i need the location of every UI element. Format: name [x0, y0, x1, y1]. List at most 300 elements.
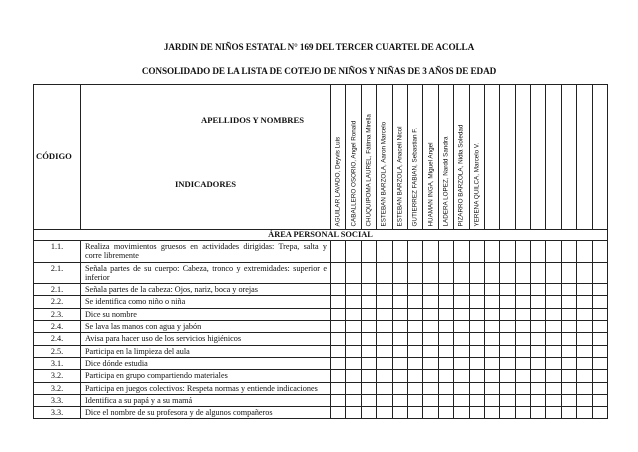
check-cell[interactable] [361, 407, 376, 419]
check-cell[interactable] [361, 394, 376, 406]
check-cell[interactable] [438, 308, 453, 320]
check-cell[interactable] [407, 284, 422, 296]
check-cell[interactable] [361, 370, 376, 382]
indicator-text: Señala partes de la cabeza: Ojos, nariz, boca y orejas [81, 284, 331, 296]
student-name: GUTIERREZ FABIAN, Sebastian F. [411, 127, 419, 227]
check-cell[interactable] [346, 296, 361, 308]
check-cell[interactable] [438, 382, 453, 394]
check-cell[interactable] [361, 345, 376, 357]
check-cell[interactable] [500, 357, 515, 369]
check-cell[interactable] [454, 284, 469, 296]
student-name: CABALLERO OSORIO, Angel Ronald [350, 120, 358, 227]
check-cell[interactable] [423, 333, 438, 345]
indicator-row [34, 357, 608, 369]
check-cell[interactable] [361, 308, 376, 320]
check-cell[interactable] [377, 345, 392, 357]
indicator-row [34, 284, 608, 296]
check-cell[interactable] [438, 321, 453, 333]
check-cell[interactable] [407, 382, 422, 394]
check-cell[interactable] [346, 262, 361, 284]
check-cell[interactable] [361, 321, 376, 333]
check-cell[interactable] [423, 357, 438, 369]
check-cell[interactable] [346, 407, 361, 419]
check-cell[interactable] [361, 333, 376, 345]
check-cell[interactable] [331, 370, 346, 382]
check-cell[interactable] [592, 407, 607, 419]
student-name: LADERA LOPEZ, Nardd Sandra [442, 136, 450, 227]
check-cell[interactable] [331, 321, 346, 333]
check-cell[interactable] [546, 308, 561, 320]
check-cell[interactable] [561, 370, 576, 382]
check-cell[interactable] [423, 262, 438, 284]
check-cell[interactable] [423, 370, 438, 382]
check-cell[interactable] [423, 296, 438, 308]
student-name-column [331, 85, 346, 230]
check-cell[interactable] [438, 241, 453, 263]
check-cell[interactable] [561, 262, 576, 284]
codigo-header: CÓDIGO [34, 85, 81, 230]
check-cell[interactable] [454, 370, 469, 382]
check-cell[interactable] [331, 241, 346, 263]
check-cell[interactable] [423, 321, 438, 333]
indicator-text: Se lava las manos con agua y jabón [81, 321, 331, 333]
check-cell[interactable] [346, 333, 361, 345]
check-cell[interactable] [546, 407, 561, 419]
check-cell[interactable] [500, 296, 515, 308]
check-cell[interactable] [546, 333, 561, 345]
check-cell[interactable] [407, 345, 422, 357]
indicator-text: Avisa para hacer uso de los servicios higiénicos [81, 333, 331, 345]
check-cell[interactable] [484, 407, 499, 419]
check-cell[interactable] [561, 357, 576, 369]
check-cell[interactable] [531, 308, 546, 320]
check-cell[interactable] [577, 382, 592, 394]
document-title: JARDIN DE NIÑOS ESTATAL N° 169 DEL TERCER CUARTEL DE ACOLLA [163, 42, 475, 52]
check-cell[interactable] [361, 262, 376, 284]
check-cell[interactable] [377, 407, 392, 419]
check-cell[interactable] [561, 241, 576, 263]
check-cell[interactable] [469, 345, 484, 357]
check-cell[interactable] [361, 357, 376, 369]
check-cell[interactable] [331, 394, 346, 406]
indicator-row [34, 296, 608, 308]
check-cell[interactable] [346, 345, 361, 357]
check-cell[interactable] [561, 345, 576, 357]
check-cell[interactable] [561, 394, 576, 406]
check-cell[interactable] [561, 321, 576, 333]
indicator-code: 3.3. [34, 407, 81, 419]
student-name: ESTEBAN BARZOLA, Aaron Marcelo [380, 121, 388, 227]
indicator-row [34, 308, 608, 320]
check-cell[interactable] [392, 345, 407, 357]
check-cell[interactable] [561, 333, 576, 345]
check-cell[interactable] [500, 308, 515, 320]
check-cell[interactable] [346, 321, 361, 333]
check-cell[interactable] [377, 262, 392, 284]
check-cell[interactable] [331, 345, 346, 357]
check-cell[interactable] [361, 284, 376, 296]
check-cell[interactable] [423, 394, 438, 406]
check-cell[interactable] [561, 382, 576, 394]
check-cell[interactable] [577, 370, 592, 382]
check-cell[interactable] [531, 382, 546, 394]
check-cell[interactable] [592, 357, 607, 369]
check-cell[interactable] [592, 262, 607, 284]
check-cell[interactable] [361, 382, 376, 394]
check-cell[interactable] [346, 284, 361, 296]
indicator-text: Participa en juegos colectivos: Respeta normas y entiende indicaciones [81, 382, 331, 394]
check-cell[interactable] [469, 370, 484, 382]
check-cell[interactable] [407, 333, 422, 345]
indicator-code: 2.5. [34, 345, 81, 357]
check-cell[interactable] [438, 262, 453, 284]
check-cell[interactable] [361, 296, 376, 308]
indicator-row [34, 382, 608, 394]
check-cell[interactable] [377, 357, 392, 369]
check-cell[interactable] [484, 333, 499, 345]
indicator-code: 2.2. [34, 296, 81, 308]
indicator-code: 2.4. [34, 321, 81, 333]
check-cell[interactable] [423, 308, 438, 320]
student-name-column [484, 85, 499, 230]
check-cell[interactable] [484, 394, 499, 406]
indicator-code: 2.4. [34, 333, 81, 345]
check-cell[interactable] [577, 284, 592, 296]
check-cell[interactable] [407, 321, 422, 333]
check-cell[interactable] [377, 241, 392, 263]
student-name: PIZARRO BARZOLA, Nidia Soledad [457, 124, 465, 227]
check-cell[interactable] [531, 262, 546, 284]
check-cell[interactable] [592, 370, 607, 382]
check-cell[interactable] [392, 382, 407, 394]
check-cell[interactable] [407, 407, 422, 419]
check-cell[interactable] [392, 284, 407, 296]
check-cell[interactable] [531, 394, 546, 406]
indicator-code: 3.2. [34, 370, 81, 382]
check-cell[interactable] [592, 394, 607, 406]
check-cell[interactable] [454, 262, 469, 284]
check-cell[interactable] [331, 382, 346, 394]
check-cell[interactable] [346, 308, 361, 320]
check-cell[interactable] [515, 394, 530, 406]
check-cell[interactable] [331, 284, 346, 296]
check-cell[interactable] [331, 357, 346, 369]
check-cell[interactable] [377, 296, 392, 308]
check-cell[interactable] [484, 357, 499, 369]
indicator-code: 3.2. [34, 382, 81, 394]
check-cell[interactable] [515, 321, 530, 333]
check-cell[interactable] [515, 357, 530, 369]
check-cell[interactable] [561, 296, 576, 308]
check-cell[interactable] [515, 262, 530, 284]
check-cell[interactable] [592, 345, 607, 357]
check-cell[interactable] [438, 357, 453, 369]
indicadores-label: INDICADORES [174, 179, 237, 189]
check-cell[interactable] [500, 345, 515, 357]
check-cell[interactable] [454, 357, 469, 369]
student-name-column [577, 85, 592, 230]
check-cell[interactable] [546, 296, 561, 308]
check-cell[interactable] [531, 357, 546, 369]
apellidos-label: APELLIDOS Y NOMBRES [201, 115, 304, 125]
check-cell[interactable] [577, 357, 592, 369]
check-cell[interactable] [392, 370, 407, 382]
check-cell[interactable] [331, 262, 346, 284]
check-cell[interactable] [546, 394, 561, 406]
document-subtitle: CONSOLIDADO DE LA LISTA DE COTEJO DE NIÑOS Y NIÑAS DE 3 AÑOS DE EDAD [141, 66, 497, 76]
check-cell[interactable] [346, 382, 361, 394]
check-cell[interactable] [577, 345, 592, 357]
check-cell[interactable] [515, 345, 530, 357]
check-cell[interactable] [423, 407, 438, 419]
check-cell[interactable] [484, 296, 499, 308]
check-cell[interactable] [331, 333, 346, 345]
check-cell[interactable] [407, 262, 422, 284]
indicator-text: Señala partes de su cuerpo: Cabeza, tronco y extremidades: superior e inferior [81, 262, 331, 284]
check-cell[interactable] [469, 308, 484, 320]
check-cell[interactable] [346, 357, 361, 369]
check-cell[interactable] [484, 262, 499, 284]
check-cell[interactable] [377, 394, 392, 406]
check-cell[interactable] [531, 321, 546, 333]
check-cell[interactable] [484, 370, 499, 382]
student-name-column [407, 85, 422, 230]
check-cell[interactable] [515, 308, 530, 320]
check-cell[interactable] [592, 333, 607, 345]
check-cell[interactable] [377, 333, 392, 345]
check-cell[interactable] [392, 308, 407, 320]
student-name: YERENA QUILCA, Marcelo V. [473, 142, 481, 227]
check-cell[interactable] [592, 308, 607, 320]
check-cell[interactable] [561, 284, 576, 296]
indicator-row [34, 262, 608, 284]
check-cell[interactable] [500, 241, 515, 263]
check-cell[interactable] [331, 308, 346, 320]
check-cell[interactable] [577, 394, 592, 406]
indicator-row [34, 321, 608, 333]
student-name-column [423, 85, 438, 230]
check-cell[interactable] [407, 241, 422, 263]
check-cell[interactable] [577, 308, 592, 320]
check-cell[interactable] [469, 394, 484, 406]
check-cell[interactable] [592, 296, 607, 308]
check-cell[interactable] [469, 382, 484, 394]
check-cell[interactable] [500, 382, 515, 394]
check-cell[interactable] [454, 321, 469, 333]
check-cell[interactable] [577, 407, 592, 419]
check-cell[interactable] [515, 382, 530, 394]
check-cell[interactable] [423, 345, 438, 357]
indicator-text: Dice su nombre [81, 308, 331, 320]
check-cell[interactable] [546, 284, 561, 296]
check-cell[interactable] [531, 370, 546, 382]
check-cell[interactable] [454, 241, 469, 263]
check-cell[interactable] [438, 370, 453, 382]
check-cell[interactable] [377, 308, 392, 320]
check-cell[interactable] [592, 284, 607, 296]
check-cell[interactable] [515, 370, 530, 382]
check-cell[interactable] [515, 296, 530, 308]
indicator-text: Dice el nombre de su profesora y de algunos compañeros [81, 407, 331, 419]
check-cell[interactable] [438, 394, 453, 406]
check-cell[interactable] [392, 407, 407, 419]
indicator-row [34, 333, 608, 345]
indicator-code: 2.1. [34, 262, 81, 284]
check-cell[interactable] [500, 321, 515, 333]
indicator-text: Se identifica como niño o niña [81, 296, 331, 308]
check-cell[interactable] [577, 262, 592, 284]
student-name-column [361, 85, 376, 230]
check-cell[interactable] [407, 370, 422, 382]
indicator-text: Participa en grupo compartiendo materiales [81, 370, 331, 382]
check-cell[interactable] [454, 345, 469, 357]
check-cell[interactable] [377, 321, 392, 333]
check-cell[interactable] [438, 284, 453, 296]
check-cell[interactable] [546, 370, 561, 382]
indicator-text: Identifica a su papá y a su mamá [81, 394, 331, 406]
check-cell[interactable] [561, 407, 576, 419]
check-cell[interactable] [500, 394, 515, 406]
check-cell[interactable] [346, 241, 361, 263]
check-cell[interactable] [469, 321, 484, 333]
check-cell[interactable] [346, 394, 361, 406]
check-cell[interactable] [407, 394, 422, 406]
check-cell[interactable] [454, 308, 469, 320]
check-cell[interactable] [392, 262, 407, 284]
indicator-code: 3.3. [34, 394, 81, 406]
check-cell[interactable] [546, 241, 561, 263]
check-cell[interactable] [331, 407, 346, 419]
check-cell[interactable] [577, 296, 592, 308]
check-cell[interactable] [592, 241, 607, 263]
indicator-text: Dice dónde estudia [81, 357, 331, 369]
check-cell[interactable] [546, 382, 561, 394]
check-cell[interactable] [546, 321, 561, 333]
check-cell[interactable] [592, 321, 607, 333]
check-cell[interactable] [531, 333, 546, 345]
check-cell[interactable] [454, 296, 469, 308]
check-cell[interactable] [331, 296, 346, 308]
check-cell[interactable] [592, 382, 607, 394]
check-cell[interactable] [454, 382, 469, 394]
indicator-code: 3.1. [34, 357, 81, 369]
check-cell[interactable] [500, 284, 515, 296]
student-name-column [377, 85, 392, 230]
check-cell[interactable] [531, 284, 546, 296]
check-cell[interactable] [423, 382, 438, 394]
check-cell[interactable] [469, 262, 484, 284]
check-cell[interactable] [515, 333, 530, 345]
check-cell[interactable] [515, 407, 530, 419]
check-cell[interactable] [484, 308, 499, 320]
check-cell[interactable] [515, 284, 530, 296]
check-cell[interactable] [577, 241, 592, 263]
student-name-column [592, 85, 607, 230]
check-cell[interactable] [515, 241, 530, 263]
check-cell[interactable] [484, 345, 499, 357]
check-cell[interactable] [546, 345, 561, 357]
check-cell[interactable] [392, 333, 407, 345]
check-cell[interactable] [500, 333, 515, 345]
check-cell[interactable] [423, 241, 438, 263]
check-cell[interactable] [531, 241, 546, 263]
check-cell[interactable] [484, 241, 499, 263]
indicator-code: 2.3. [34, 308, 81, 320]
check-cell[interactable] [546, 262, 561, 284]
check-cell[interactable] [469, 296, 484, 308]
check-cell[interactable] [407, 308, 422, 320]
check-cell[interactable] [484, 284, 499, 296]
check-cell[interactable] [377, 370, 392, 382]
check-cell[interactable] [531, 407, 546, 419]
check-cell[interactable] [438, 296, 453, 308]
student-name-column [546, 85, 561, 230]
student-name-column [500, 85, 515, 230]
student-name-column [531, 85, 546, 230]
check-cell[interactable] [392, 357, 407, 369]
check-cell[interactable] [392, 296, 407, 308]
check-cell[interactable] [484, 321, 499, 333]
indicator-code: 1.1. [34, 241, 81, 263]
check-cell[interactable] [469, 241, 484, 263]
check-cell[interactable] [469, 333, 484, 345]
indicator-row [34, 370, 608, 382]
check-cell[interactable] [577, 333, 592, 345]
check-cell[interactable] [377, 284, 392, 296]
student-name: ESTEBAN BARZOLA, Anaceli Nicol [396, 126, 404, 227]
check-cell[interactable] [469, 407, 484, 419]
check-cell[interactable] [392, 321, 407, 333]
check-cell[interactable] [469, 284, 484, 296]
check-cell[interactable] [346, 370, 361, 382]
check-cell[interactable] [361, 241, 376, 263]
check-cell[interactable] [469, 357, 484, 369]
check-cell[interactable] [407, 296, 422, 308]
check-cell[interactable] [392, 241, 407, 263]
student-name-column [561, 85, 576, 230]
check-cell[interactable] [484, 382, 499, 394]
check-cell[interactable] [577, 321, 592, 333]
indicator-row [34, 407, 608, 419]
check-cell[interactable] [454, 394, 469, 406]
check-cell[interactable] [500, 407, 515, 419]
student-name-column [515, 85, 530, 230]
indicator-row [34, 241, 608, 263]
check-cell[interactable] [454, 407, 469, 419]
student-name-column [346, 85, 361, 230]
check-cell[interactable] [438, 345, 453, 357]
student-name-column [438, 85, 453, 230]
check-cell[interactable] [531, 345, 546, 357]
check-cell[interactable] [561, 308, 576, 320]
check-cell[interactable] [438, 333, 453, 345]
check-cell[interactable] [454, 333, 469, 345]
indicator-text: Realiza movimientos gruesos en actividades dirigidas: Trepa, salta y corre libremente [81, 241, 331, 263]
check-cell[interactable] [438, 407, 453, 419]
indicator-text: Participa en la limpieza del aula [81, 345, 331, 357]
check-cell[interactable] [546, 357, 561, 369]
check-cell[interactable] [392, 394, 407, 406]
check-cell[interactable] [423, 284, 438, 296]
check-cell[interactable] [377, 382, 392, 394]
student-name-column [454, 85, 469, 230]
check-cell[interactable] [531, 296, 546, 308]
check-cell[interactable] [500, 262, 515, 284]
check-cell[interactable] [407, 357, 422, 369]
check-cell[interactable] [500, 370, 515, 382]
indicator-row [34, 345, 608, 357]
names-indicators-header [81, 85, 331, 230]
